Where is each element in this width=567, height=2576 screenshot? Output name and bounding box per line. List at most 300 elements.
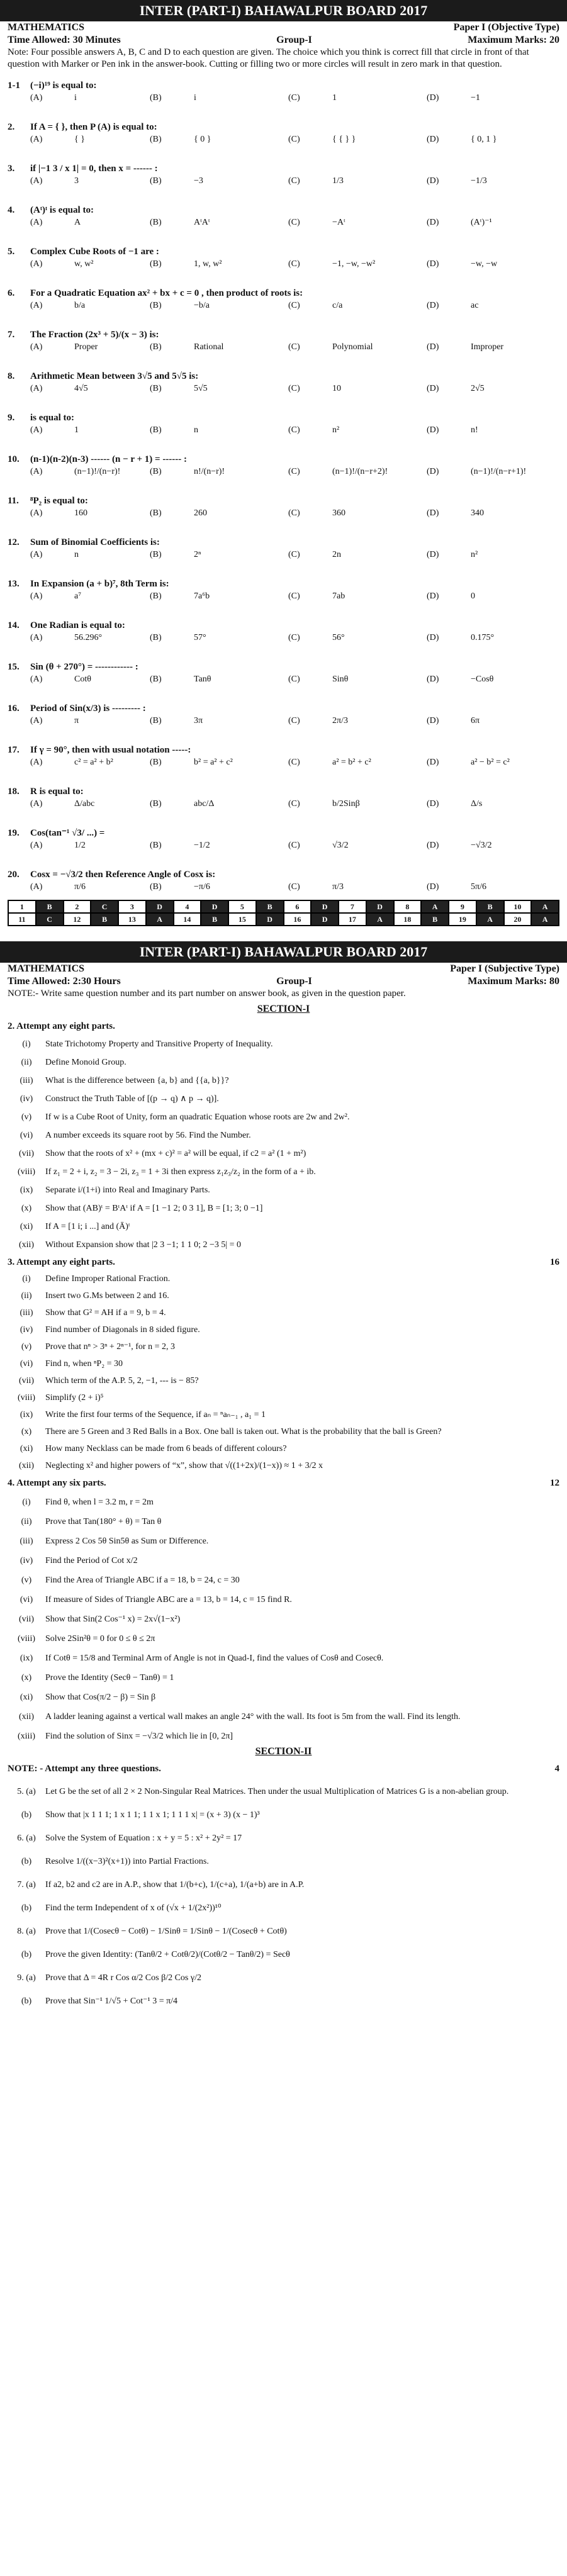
key-answer: C	[91, 900, 118, 913]
question-part	[8, 1672, 559, 1684]
question-part	[8, 1075, 559, 1087]
question-part	[8, 1879, 559, 1891]
option-letter: (C)	[288, 550, 300, 559]
question-number: 3.	[8, 164, 15, 174]
question-number: 5.	[8, 247, 15, 257]
option-letter: (D)	[427, 176, 439, 186]
mcq-options	[8, 341, 559, 354]
max-marks: Maximum Marks: 80	[468, 976, 559, 987]
mcq-item	[8, 868, 559, 893]
key-number: 6	[284, 900, 312, 913]
key-number: 13	[118, 913, 146, 926]
part-number: (xii)	[18, 1712, 35, 1722]
mcq-question	[8, 619, 559, 632]
part-number: 7. (a)	[17, 1880, 36, 1890]
option-letter: (C)	[288, 591, 300, 601]
option-value: 1/2	[74, 841, 86, 850]
option-letter: (A)	[30, 342, 43, 352]
mcq-item	[8, 162, 559, 188]
option-letter: (C)	[288, 841, 300, 850]
option-value: 0.175°	[471, 633, 495, 642]
part-number: (v)	[21, 1112, 32, 1122]
part-text: There are 5 Green and 3 Red Balls in a Box. One ball is taken out. What is the probability that the ball is Green?	[45, 1427, 442, 1436]
mcq-options	[8, 756, 559, 769]
option-value: Sinθ	[332, 675, 349, 684]
option-letter: (A)	[30, 384, 43, 393]
option-value: 3π	[194, 716, 203, 725]
option-letter: (C)	[288, 675, 300, 684]
question-text: Period of Sin(x/3) is --------- :	[30, 703, 146, 714]
option-letter: (B)	[150, 716, 162, 725]
part-number: (vi)	[20, 1131, 33, 1140]
part-text: Show that G² = AH if a = 9, b = 4.	[45, 1308, 166, 1318]
question-part	[8, 1555, 559, 1567]
question-number: 7.	[8, 330, 15, 340]
option-value: ac	[471, 301, 479, 310]
mcq-options	[8, 258, 559, 271]
mcq-question	[8, 702, 559, 715]
long-questions	[8, 1786, 559, 2007]
part-text: A ladder leaning against a vertical wall makes an angle 24° with the wall. Its foot is 5m from the wall. Find its length.	[45, 1712, 461, 1722]
mcq-options	[8, 466, 559, 478]
part-text: If a2, b2 and c2 are in A.P., show that 1/(b+c), 1/(c+a), 1/(a+b) are in A.P.	[45, 1880, 305, 1890]
option-value: 340	[471, 508, 484, 518]
part-number: (b)	[21, 1857, 32, 1866]
mcq-options	[8, 715, 559, 727]
key-number: 9	[449, 900, 476, 913]
question-text: (−i)¹⁹ is equal to:	[30, 81, 97, 91]
key-answer: D	[201, 900, 228, 913]
option-value: −3	[194, 176, 203, 186]
part-number: (x)	[21, 1204, 32, 1213]
option-value: b/2Sinβ	[332, 799, 360, 809]
part-text: Show that Cos(π/2 − β) = Sin β	[45, 1693, 156, 1702]
option-letter: (B)	[150, 135, 162, 144]
option-value: 7ab	[332, 591, 345, 601]
option-letter: (D)	[427, 675, 439, 684]
option-value: a² − b² = c²	[471, 758, 510, 767]
subjective-header-row2	[0, 975, 567, 988]
mcq-question	[8, 536, 559, 549]
q4-parts	[8, 1496, 559, 1742]
option-letter: (B)	[150, 550, 162, 559]
question-number: 8.	[8, 371, 15, 381]
mcq-item	[8, 328, 559, 354]
option-value: 1	[74, 425, 79, 435]
part-number: (xii)	[18, 1240, 35, 1250]
question-part	[8, 1038, 559, 1050]
mcq-options	[8, 175, 559, 188]
part-text: Prove the given Identity: (Tanθ/2 + Cotθ/2)/(Cotθ/2 − Tanθ/2) = Secθ	[45, 1950, 290, 1959]
mcq-options	[8, 590, 559, 603]
objective-header-row1	[0, 21, 567, 34]
mcq-options	[8, 507, 559, 520]
option-value: 360	[332, 508, 345, 518]
question-part	[8, 1496, 559, 1508]
time-allowed: Time Allowed: 2:30 Hours	[8, 976, 121, 987]
part-number: (iii)	[20, 1308, 33, 1318]
part-text: Prove that Sin⁻¹ 1/√5 + Cot⁻¹ 3 = π/4	[45, 1996, 178, 2006]
q3-heading-text: 3. Attempt any eight parts.	[8, 1257, 115, 1267]
question-part	[8, 1239, 559, 1251]
question-part	[8, 1426, 559, 1438]
question-number: 19.	[8, 828, 20, 838]
option-value: 57°	[194, 633, 206, 642]
part-number: (x)	[21, 1427, 32, 1436]
option-value: −Cosθ	[471, 675, 494, 684]
question-part	[8, 1324, 559, 1336]
option-value: Tanθ	[194, 675, 211, 684]
key-number: 5	[228, 900, 256, 913]
question-text: The Fraction (2x³ + 5)/(x − 3) is:	[30, 330, 159, 340]
option-value: 0	[471, 591, 475, 601]
option-value: 5π/6	[471, 882, 486, 892]
question-part	[8, 1221, 559, 1233]
option-letter: (A)	[30, 758, 43, 767]
part-text: Resolve 1/((x−3)²(x+1)) into Partial Fractions.	[45, 1857, 209, 1866]
option-value: n²	[471, 550, 478, 559]
question-text: (Aᵗ)ᵗ is equal to:	[30, 205, 94, 215]
question-text: Cosx = −√3/2 then Reference Angle of Cosx is:	[30, 870, 216, 880]
part-text: Find the term Independent of x of (√x + 1/(2x²))¹⁰	[45, 1903, 222, 1913]
option-value: 5√5	[194, 384, 208, 393]
mcq-options	[8, 798, 559, 810]
mcq-question	[8, 868, 559, 881]
option-value: 260	[194, 508, 207, 518]
q3-heading	[8, 1257, 559, 1268]
option-value: (n−1)!/(n−r)!	[74, 467, 121, 476]
option-value: −1/3	[471, 176, 487, 186]
question-number: 20.	[8, 870, 20, 880]
mcq-item	[8, 578, 559, 603]
part-number: (b)	[21, 1903, 32, 1913]
option-letter: (C)	[288, 135, 300, 144]
question-part	[8, 1184, 559, 1196]
mcq-options	[8, 133, 559, 146]
option-letter: (A)	[30, 135, 43, 144]
option-letter: (B)	[150, 384, 162, 393]
mcq-options	[8, 424, 559, 437]
mcq-item	[8, 661, 559, 686]
mcq-item	[8, 245, 559, 271]
option-letter: (A)	[30, 93, 43, 103]
option-value: 1	[332, 93, 337, 103]
question-part	[8, 1613, 559, 1625]
part-number: (b)	[21, 1810, 32, 1820]
option-letter: (C)	[288, 882, 300, 892]
key-number: 7	[339, 900, 366, 913]
q4-heading	[8, 1478, 559, 1489]
question-part	[8, 1111, 559, 1123]
mcq-item	[8, 287, 559, 312]
question-part	[8, 1786, 559, 1798]
option-value: Δ/abc	[74, 799, 95, 809]
part-number: (vii)	[18, 1615, 35, 1624]
key-number: 1	[8, 900, 36, 913]
part-number: (xiii)	[18, 1732, 35, 1741]
mcq-options	[8, 632, 559, 644]
option-value: Rational	[194, 342, 224, 352]
question-part	[8, 1166, 559, 1178]
question-part	[8, 1856, 559, 1868]
part-number: (iv)	[20, 1325, 33, 1335]
option-letter: (D)	[427, 882, 439, 892]
option-value: Cotθ	[74, 675, 91, 684]
part-text: Neglecting x² and higher powers of “x”, show that √((1+2x)/(1−x)) ≈ 1 + 3/2 x	[45, 1461, 323, 1470]
option-letter: (A)	[30, 841, 43, 850]
q3-parts	[8, 1273, 559, 1472]
question-number: 2.	[8, 122, 15, 132]
option-letter: (A)	[30, 716, 43, 725]
mcq-item	[8, 619, 559, 644]
part-number: (viii)	[18, 1167, 35, 1177]
option-value: n!/(n−r)!	[194, 467, 225, 476]
section-2-note-text: NOTE: - Attempt any three questions.	[8, 1764, 161, 1774]
key-number: 4	[174, 900, 201, 913]
option-value: 160	[74, 508, 87, 518]
part-number: (ix)	[20, 1185, 33, 1195]
part-number: (iii)	[20, 1076, 33, 1085]
key-number: 10	[504, 900, 532, 913]
question-part	[8, 1148, 559, 1160]
mcq-options	[8, 383, 559, 395]
part-text: Let G be the set of all 2 × 2 Non-Singular Real Matrices. Then under the usual Multiplication of Matrices G is a non-abelian group.	[45, 1787, 509, 1796]
option-letter: (D)	[427, 425, 439, 435]
option-value: n!	[471, 425, 478, 435]
question-number: 1-1	[8, 81, 20, 91]
option-value: (n−1)!/(n−r+1)!	[471, 467, 527, 476]
question-number: 18.	[8, 787, 20, 797]
subject: MATHEMATICS	[8, 22, 85, 33]
option-value: A	[74, 218, 81, 227]
mcq-question	[8, 661, 559, 673]
part-number: (ix)	[20, 1654, 33, 1663]
option-value: √3/2	[332, 841, 349, 850]
option-value: 1, w, w²	[194, 259, 222, 269]
key-answer: D	[146, 900, 174, 913]
option-letter: (C)	[288, 384, 300, 393]
part-text: Find the Area of Triangle ABC if a = 18, b = 24, c = 30	[45, 1576, 240, 1585]
option-value: π/6	[74, 882, 86, 892]
option-value: w, w²	[74, 259, 94, 269]
part-number: (xi)	[20, 1693, 33, 1702]
question-part	[8, 1409, 559, 1421]
question-number: 14.	[8, 620, 20, 630]
option-letter: (C)	[288, 93, 300, 103]
option-letter: (B)	[150, 259, 162, 269]
mcq-options	[8, 881, 559, 893]
key-answer: B	[256, 900, 284, 913]
option-letter: (B)	[150, 467, 162, 476]
section-1-title: SECTION-I	[257, 1004, 310, 1014]
mcq-question	[8, 121, 559, 133]
option-letter: (A)	[30, 176, 43, 186]
option-value: a² = b² + c²	[332, 758, 371, 767]
part-text: Prove that Δ = 4R r Cos α/2 Cos β/2 Cos γ/2	[45, 1973, 201, 1983]
key-answer: D	[366, 900, 394, 913]
option-value: c² = a² + b²	[74, 758, 113, 767]
question-part	[8, 1392, 559, 1404]
part-text: How many Necklass can be made from 6 beads of different colours?	[45, 1444, 287, 1453]
part-text: If A = [1 i; i ...] and (Ā)ᵗ	[45, 1222, 130, 1231]
question-part	[8, 1516, 559, 1528]
long-marks: 4	[554, 1764, 559, 1774]
option-value: 2n	[332, 550, 341, 559]
key-number: 15	[228, 913, 256, 926]
option-letter: (D)	[427, 301, 439, 310]
part-number: (i)	[22, 1274, 31, 1284]
key-answer: A	[531, 913, 559, 926]
question-text: If γ = 90°, then with usual notation -----:	[30, 745, 191, 755]
part-text: Find θ, when l = 3.2 m, r = 2m	[45, 1498, 154, 1507]
part-number: (ii)	[21, 1517, 32, 1526]
question-part	[8, 1273, 559, 1285]
option-value: 4√5	[74, 384, 88, 393]
q4-marks: 12	[550, 1478, 559, 1488]
question-text: if |−1 3 / x 1| = 0, then x = ------ :	[30, 164, 158, 174]
part-number: (ii)	[21, 1291, 32, 1301]
option-value: π	[74, 716, 79, 725]
option-value: a⁷	[74, 591, 82, 601]
question-text: (n-1)(n-2)(n-3) ------ (n − r + 1) = ------ :	[30, 454, 188, 464]
mcq-question	[8, 827, 559, 839]
part-text: Define Improper Rational Fraction.	[45, 1274, 171, 1284]
part-text: Construct the Truth Table of [(p → q) ∧ p → q)].	[45, 1094, 219, 1104]
mcq-question	[8, 79, 559, 92]
question-part	[8, 1652, 559, 1664]
question-number: 17.	[8, 745, 20, 755]
part-text: Prove that nⁿ > 3ⁿ + 2ⁿ⁻¹, for n = 2, 3	[45, 1342, 175, 1352]
key-answer: C	[36, 913, 64, 926]
part-text: Find n, when ⁿP₂ = 30	[45, 1359, 123, 1369]
question-text: Sin (θ + 270°) = ------------ :	[30, 662, 138, 672]
mcq-options	[8, 216, 559, 229]
key-number: 20	[504, 913, 532, 926]
mcq-item	[8, 536, 559, 561]
objective-note: Note: Four possible answers A, B, C and D to each question are given. The choice which you think is correct fill that circle in front of that question with Marker or Pen ink in the answer-book. Cutting or filling two or more circles will result in zero mark in that question.	[8, 47, 529, 69]
mcq-list	[0, 79, 567, 893]
part-number: (vi)	[20, 1359, 33, 1369]
option-value: n²	[332, 425, 340, 435]
question-part	[8, 1633, 559, 1645]
question-number: 9.	[8, 413, 15, 423]
option-letter: (A)	[30, 425, 43, 435]
mcq-options	[8, 549, 559, 561]
part-number: (iv)	[20, 1094, 33, 1104]
subject: MATHEMATICS	[8, 963, 85, 974]
part-text: Prove the Identity (Secθ − Tanθ) = 1	[45, 1673, 174, 1683]
key-number: 14	[174, 913, 201, 926]
question-part	[8, 1202, 559, 1214]
question-part	[8, 1995, 559, 2007]
option-value: n	[74, 550, 79, 559]
part-number: 8. (a)	[17, 1927, 36, 1936]
option-letter: (B)	[150, 93, 162, 103]
question-text: If A = { }, then P (A) is equal to:	[30, 122, 157, 132]
question-part	[8, 1691, 559, 1703]
mcq-question	[8, 785, 559, 798]
option-value: i	[194, 93, 196, 103]
part-number: (v)	[21, 1576, 32, 1585]
part-number: (iv)	[20, 1556, 33, 1565]
option-letter: (D)	[427, 135, 439, 144]
question-part	[8, 1594, 559, 1606]
option-letter: (D)	[427, 799, 439, 809]
part-text: A number exceeds its square root by 56. Find the Number.	[45, 1131, 251, 1140]
key-number: 2	[64, 900, 91, 913]
part-number: (b)	[21, 1950, 32, 1959]
question-part	[8, 1129, 559, 1141]
option-letter: (B)	[150, 841, 162, 850]
question-text: One Radian is equal to:	[30, 620, 125, 630]
mcq-item	[8, 412, 559, 437]
mcq-options	[8, 300, 559, 312]
option-letter: (D)	[427, 384, 439, 393]
option-value: Δ/s	[471, 799, 483, 809]
option-value: −1/2	[194, 841, 210, 850]
option-letter: (D)	[427, 218, 439, 227]
option-letter: (A)	[30, 550, 43, 559]
option-value: { { } }	[332, 135, 356, 144]
option-value: Proper	[74, 342, 98, 352]
key-answer: A	[476, 913, 504, 926]
part-number: (b)	[21, 1996, 32, 2006]
question-text: R is equal to:	[30, 787, 84, 797]
part-text: Insert two G.Ms between 2 and 16.	[45, 1291, 169, 1301]
question-part	[8, 1902, 559, 1914]
option-value: 56.296°	[74, 633, 103, 642]
key-answer: D	[256, 913, 284, 926]
option-value: π/3	[332, 882, 344, 892]
part-text: Prove that Tan(180° + θ) = Tan θ	[45, 1517, 162, 1526]
question-number: 10.	[8, 454, 20, 464]
option-value: i	[74, 93, 77, 103]
option-letter: (A)	[30, 301, 43, 310]
mcq-item	[8, 453, 559, 478]
key-answer: B	[36, 900, 64, 913]
option-value: n	[194, 425, 198, 435]
option-value: 6π	[471, 716, 480, 725]
mcq-item	[8, 827, 559, 852]
mcq-options	[8, 92, 559, 104]
option-value: −√3/2	[471, 841, 492, 850]
option-letter: (D)	[427, 758, 439, 767]
option-letter: (C)	[288, 799, 300, 809]
part-text: Write the first four terms of the Sequence, if aₙ = ⁿaₙ₋₁ , a₁ = 1	[45, 1410, 266, 1420]
q2-heading-text: 2. Attempt any eight parts.	[8, 1021, 115, 1031]
option-value: 56°	[332, 633, 345, 642]
question-number: 16.	[8, 703, 20, 714]
part-text: Show that the roots of x² + (mx + c)² = a² will be equal, if c2 = a² (1 + m²)	[45, 1149, 306, 1158]
key-number: 17	[339, 913, 366, 926]
option-letter: (C)	[288, 716, 300, 725]
option-letter: (D)	[427, 591, 439, 601]
part-text: If Cotθ = 15/8 and Terminal Arm of Angle is not in Quad-I, find the values of Cosθ and Cosecθ.	[45, 1654, 384, 1663]
question-part	[8, 1307, 559, 1319]
option-letter: (D)	[427, 342, 439, 352]
part-text: State Trichotomy Property and Transitive Property of Inequality.	[45, 1039, 273, 1049]
question-text: In Expansion (a + b)⁷, 8th Term is:	[30, 579, 169, 589]
option-value: −w, −w	[471, 259, 498, 269]
option-letter: (D)	[427, 508, 439, 518]
question-part	[8, 1925, 559, 1937]
option-value: 1/3	[332, 176, 344, 186]
subjective-header-row1	[0, 963, 567, 975]
part-number: (viii)	[18, 1393, 35, 1403]
part-number: 6. (a)	[17, 1834, 36, 1843]
section-2-title: SECTION-II	[255, 1746, 312, 1757]
option-letter: (B)	[150, 591, 162, 601]
